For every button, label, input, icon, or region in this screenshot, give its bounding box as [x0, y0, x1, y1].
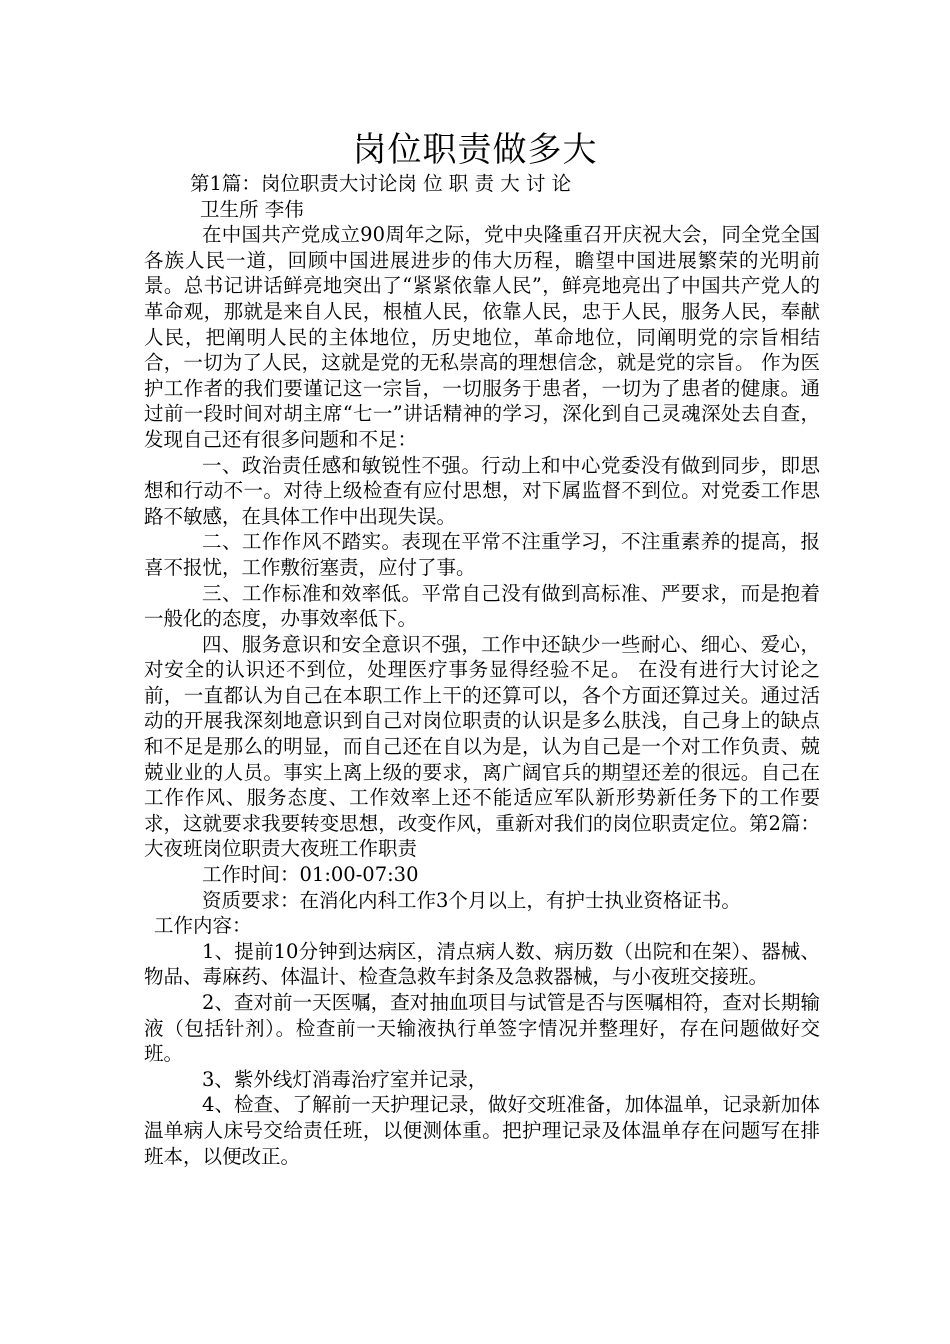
- work-time-line: 工作时间：01:00-07:30: [202, 863, 419, 887]
- qualification-line: 资质要求：在消化内科工作3个月以上，有护士执业资格证书。: [202, 888, 741, 912]
- paragraph-point-3: 三、工作标准和效率低。平常自己没有做到高标准、严要求，而是抱着一般化的态度，办事效率低下。: [144, 581, 820, 631]
- document-title: 岗位职责做多大: [352, 130, 598, 170]
- paragraph-point-2: 二、工作作风不踏实。表现在平常不注重学习，不注重素养的提高，报喜不报忧，工作敷衍塞责，应付了事。: [144, 530, 820, 579]
- chapter-heading-1: 第1篇：岗位职责大讨论岗 位 职 责 大 讨 论: [190, 172, 572, 195]
- paragraph-intro: 在中国共产党成立90周年之际，党中央隆重召开庆祝大会，同全党全国各族人民一道，回顾中国进展进步的伟大历程，瞻望中国进展繁荣的光明前景。总书记讲话鲜亮地突出了“紧紧依靠人民”，鲜亮地亮出了中国共产党人的革命观，那就是来自人民，根植人民，依靠人民，忠于人民，服务人民，奉献人民，把阐明人民的主体地位，历史地位，革命地位，同阐明党的宗旨相结合，一切为了人民，这就是党的无私崇高的理想信念，就是党的宗旨。 作为医护工作者的我们要谨记这一宗旨，一切服务于患者，一切为了患者的健康。通过前一段时间对胡主席“七一”讲话精神的学习，深化到自己灵魂深处去自查，发现自己还有很多问题和不足：: [144, 223, 820, 451]
- author-line: 卫生所 李伟: [200, 197, 304, 221]
- paragraph-point-1: 一、政治责任感和敏锐性不强。行动上和中心党委没有做到同步，即思想和行动不一。对待上级检查有应付思想，对下属监督不到位。对党委工作思路不敏感，在具体工作中出现失误。: [144, 453, 820, 528]
- paragraph-point-4: 四、服务意识和安全意识不强，工作中还缺少一些耐心、细心、爱心，对安全的认识还不到位，处理医疗事务显得经验不足。 在没有进行大讨论之前，一直都认为自己在本职工作上干的还算可以，各个方面还算过关。通过活动的开展我深刻地意识到自己对岗位职责的认识是多么肤浅，自己身上的缺点和不足是那么的明显，而自己还在自以为是，认为自己是一个对工作负责、兢兢业业的人员。事实上离上级的要求，离广阔官兵的期望还差的很远。自己在工作作风、服务态度、工作效率上还不能适应军队新形势新任务下的工作要求，这就要求我要转变思想，改变作风，重新对我们的岗位职责定位。第2篇：大夜班岗位职责大夜班工作职责: [144, 632, 820, 861]
- work-item-4: 4、检查、了解前一天护理记录，做好交班准备，加体温单，记录新加体温单病人床号交给责任班，以便测体重。把护理记录及体温单存在问题写在排班本，以便改正。: [144, 1093, 820, 1168]
- document-body: [144, 171, 820, 1169]
- work-item-2: 2、查对前一天医嘱，查对抽血项目与试管是否与医嘱相符，查对长期输液（包括针剂）。检查前一天输液执行单签字情况并整理好，存在问题做好交班。: [144, 991, 820, 1066]
- work-item-1: 1、提前10分钟到达病区，清点病人数、病历数（出院和在架）、器械、物品、毒麻药、体温计、检查急救车封条及急救器械，与小夜班交接班。: [144, 939, 820, 989]
- work-content-label: 工作内容：: [154, 914, 252, 938]
- work-item-3: 3、紫外线灯消毒治疗室并记录，: [202, 1067, 488, 1091]
